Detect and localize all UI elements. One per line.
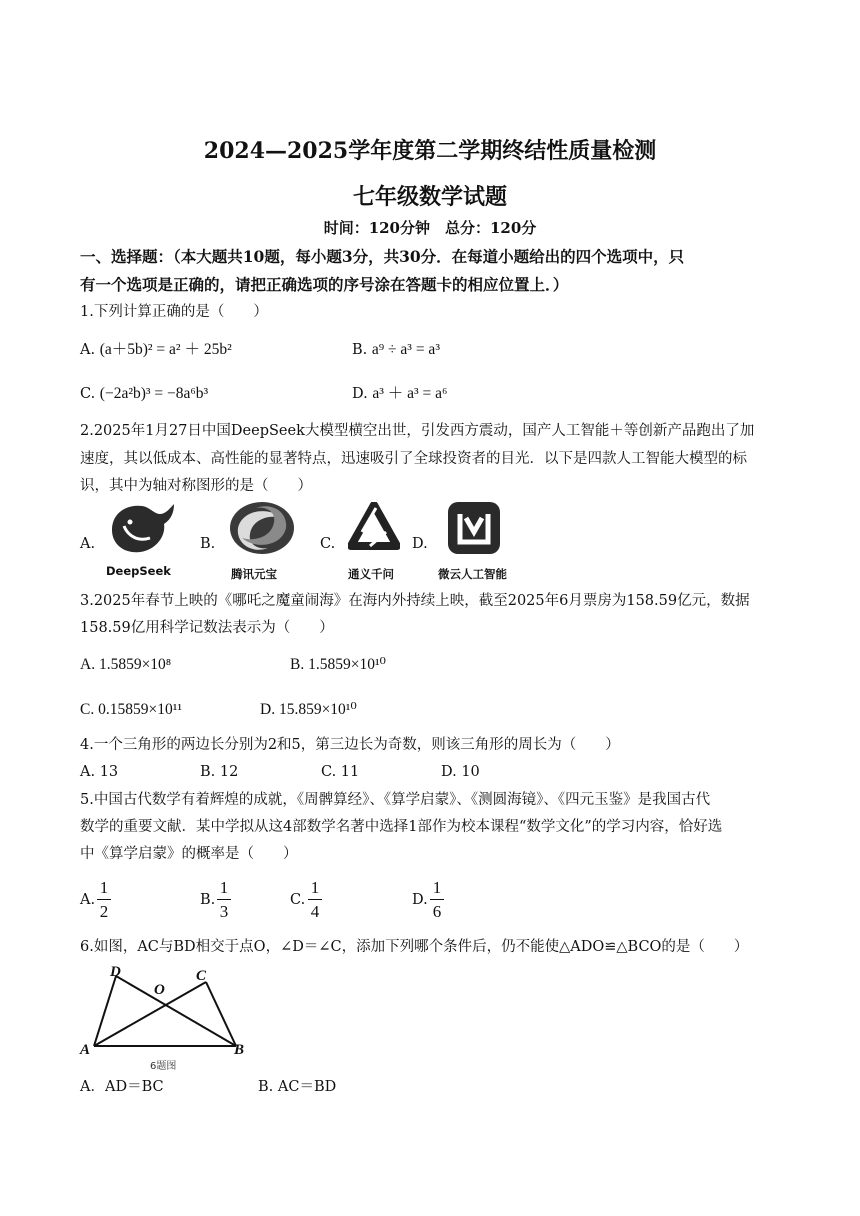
q1-stem: 1.下列计算正确的是（ ）: [80, 304, 268, 320]
q5-option-d-label: D.: [412, 892, 428, 908]
q1-option-a: A. (a＋5b)² = a² ＋ 25b²: [80, 341, 232, 358]
q2-option-d-caption: 微云人工智能: [438, 567, 507, 581]
q2-option-c-caption: 通义千问: [348, 567, 394, 581]
q6-point-o: O: [154, 982, 165, 998]
q4-option-c: C. 11: [321, 764, 360, 780]
section-heading-line2: 有一个选项是正确的，请把正确选项的序号涂在答题卡的相应位置上．）: [80, 275, 569, 294]
q5-option-b-label: B.: [200, 892, 216, 908]
q6-option-b: B. AC＝BD: [258, 1079, 337, 1095]
q3-option-d: D. 15.859×10¹⁰: [260, 701, 357, 718]
q4-option-a: A. 13: [80, 764, 119, 780]
q3-option-a: A. 1.5859×10⁸: [80, 656, 172, 673]
q1-option-b: B. a⁹ ÷ a³ = a³: [352, 341, 440, 358]
q5-option-d-fraction: 1 6: [430, 878, 444, 922]
q4-stem: 4.一个三角形的两边长分别为2和5，第三边长为奇数，则该三角形的周长为（ ）: [80, 737, 620, 753]
q3-stem-line2: 158.59亿用科学记数法表示为（ ）: [80, 620, 334, 636]
exam-info: 时间：120分钟 总分：120分: [323, 219, 537, 237]
q6-point-d: D: [110, 964, 121, 980]
q3-stem-line1: 3.2025年春节上映的《哪吒之魔童闹海》在海内外持续上映，截至2025年6月票房为158.59亿元，数据: [80, 593, 750, 609]
q4-option-d: D. 10: [441, 764, 480, 780]
q2-stem-line3: 识，其中为轴对称图形的是（ ）: [80, 478, 312, 494]
whale-logo-icon: [104, 500, 180, 558]
weiyun-logo-icon: [446, 500, 502, 556]
q1-option-a-math: (a＋5b)² = a² ＋ 25b²: [99, 341, 232, 358]
q6-stem: 6.如图，AC与BD相交于点O，∠D＝∠C，添加下列哪个条件后，仍不能使△ADO≌△BCO的是（ ）: [80, 939, 749, 955]
q1-option-c-math: (−2a²b)³ = −8a⁶b³: [99, 385, 209, 402]
qianwen-logo-icon: [348, 502, 400, 556]
q6-point-a: A: [80, 1042, 91, 1058]
q2-option-d-label: D.: [412, 536, 428, 552]
q2-stem-line1: 2.2025年1月27日中国DeepSeek大模型横空出世，引发西方震动，国产人工智能＋等创新产品跑出了加: [80, 423, 755, 439]
q2-option-b-caption: 腾讯元宝: [231, 567, 277, 581]
section-heading-line1: 一、选择题：（本大题共10题，每小题3分，共30分．在每道小题给出的四个选项中，只: [80, 247, 685, 266]
q6-point-c: C: [196, 968, 207, 984]
q6-point-b: B: [234, 1042, 245, 1058]
q4-option-b: B. 12: [200, 764, 239, 780]
q5-stem-line3: 中《算学启蒙》的概率是（ ）: [80, 846, 298, 862]
q5-option-a-fraction: 1 2: [97, 878, 111, 922]
q2-stem-line2: 速度，其以低成本、高性能的显著特点，迅速吸引了全球投资者的目光．以下是四款人工智能大模型的标: [80, 451, 747, 467]
q6-triangle-figure: [76, 962, 256, 1072]
q1-option-c: C. (−2a²b)³ = −8a⁶b³: [80, 385, 209, 402]
q1-option-b-math: a⁹ ÷ a³ = a³: [371, 341, 440, 358]
exam-subtitle: 七年级数学试题: [352, 184, 507, 210]
q2-option-a-label: A.: [80, 536, 96, 552]
q5-option-a-label: A.: [80, 892, 96, 908]
q3-option-b: B. 1.5859×10¹⁰: [290, 656, 386, 673]
q1-option-d-math: a³ ＋ a³ = a⁶: [372, 385, 448, 402]
q5-option-c-fraction: 1 4: [308, 878, 322, 922]
q1-option-d: D. a³ ＋ a³ = a⁶: [352, 385, 448, 402]
q6-figure-caption: 6题图: [150, 1061, 177, 1072]
q5-option-b-fraction: 1 3: [217, 878, 231, 922]
yuanbao-logo-icon: [228, 500, 296, 556]
q3-option-c: C. 0.15859×10¹¹: [80, 701, 182, 718]
q5-stem-line2: 数学的重要文献．某中学拟从这4部数学名著中选择1部作为校本课程“数学文化”的学习内容，恰好选: [80, 819, 723, 835]
q2-option-b-label: B.: [200, 536, 216, 552]
q5-option-c-label: C.: [290, 892, 306, 908]
exam-title: 2024—2025学年度第二学期终结性质量检测: [203, 138, 657, 164]
q6-option-a: A．AD＝BC: [80, 1079, 164, 1095]
q2-option-a-caption: DeepSeek: [106, 564, 171, 578]
q5-stem-line1: 5.中国古代数学有着辉煌的成就，《周髀算经》、《算学启蒙》、《测圆海镜》、《四元玉鉴》是我国古代: [80, 792, 711, 808]
q2-option-c-label: C.: [320, 536, 336, 552]
